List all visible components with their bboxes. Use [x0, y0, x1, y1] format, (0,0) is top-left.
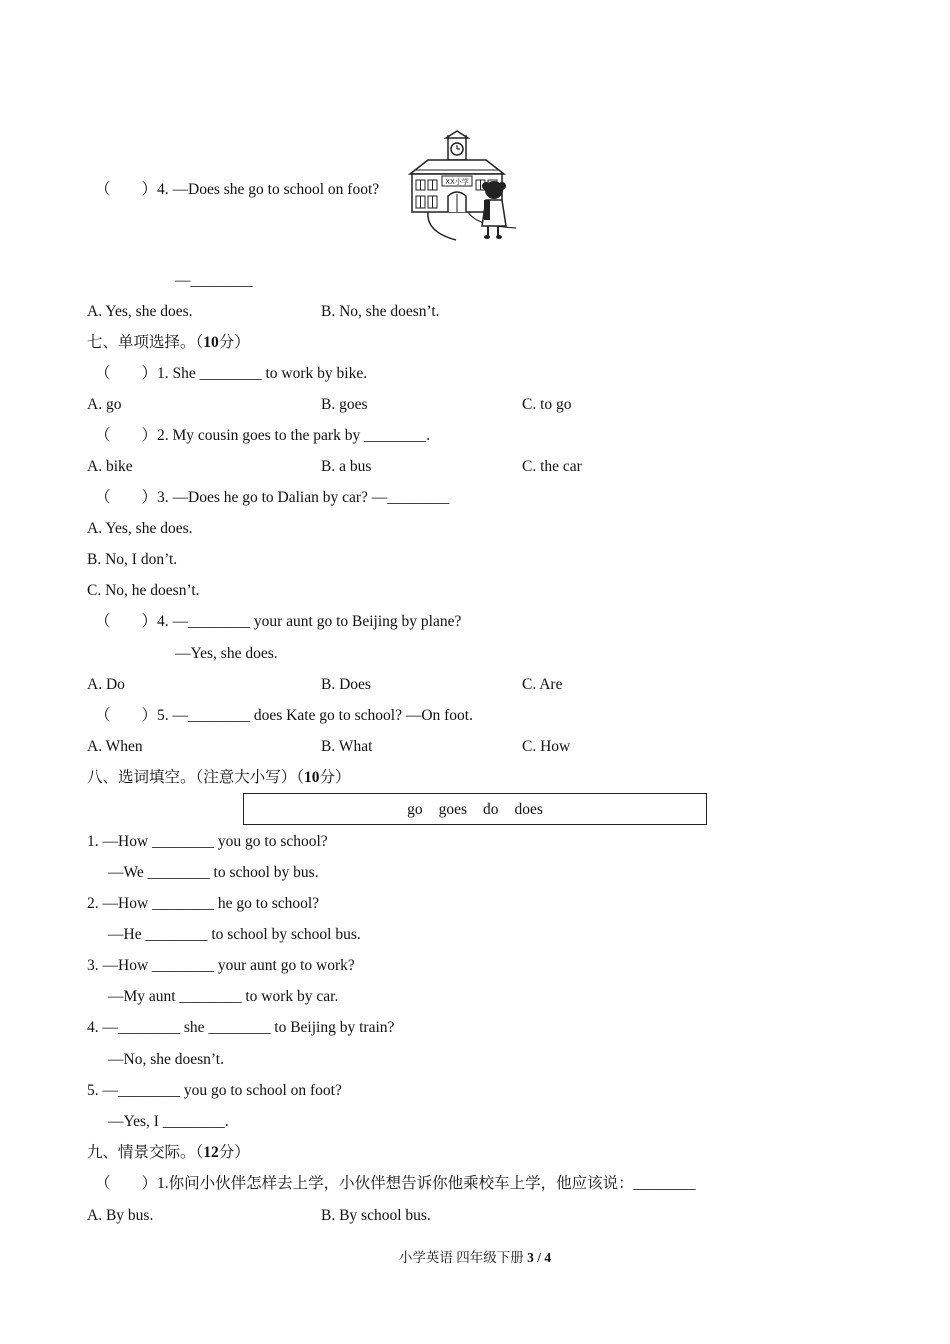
s9-q1-option-a: A. By bus.	[87, 1207, 154, 1224]
s7-q2-text: （ ）2. My cousin goes to the park by ________.	[95, 427, 430, 444]
section8-title-end: 分）	[319, 769, 351, 786]
s7-q2-option-b: B. a bus	[321, 458, 372, 475]
s8-item1-question: 1. —How ________ you go to school?	[87, 833, 328, 850]
s7-q4-option-c: C. Are	[522, 676, 563, 693]
s8-item2-question: 2. —How ________ he go to school?	[87, 895, 320, 912]
s8-item2-answer: —He ________ to school by school bus.	[108, 926, 361, 943]
s9-q1-text: （ ）1.你问小伙伴怎样去上学，小伙伴想告诉你他乘校车上学，他应该说：________	[95, 1175, 696, 1192]
s7-q5-text: （ ）5. —________ does Kate go to school? —On foot.	[95, 707, 473, 724]
school-girl-illustration	[406, 130, 518, 243]
section8-title-text: 八、选词填空。（注意大小写）（	[87, 769, 305, 786]
s8-item3-question: 3. —How ________ your aunt go to work?	[87, 957, 355, 974]
s7-q5-option-c: C. How	[522, 738, 571, 755]
section9-title-text: 九、情景交际。（	[87, 1144, 204, 1161]
q6-4-option-a: A. Yes, she does.	[87, 303, 193, 320]
s7-q4-option-a: A. Do	[87, 676, 125, 693]
s8-item5-answer: —Yes, I ________.	[108, 1113, 229, 1130]
section7-score: 10	[203, 334, 219, 351]
q6-4-prompt: （ ）4. —Does she go to school on foot?	[95, 181, 380, 198]
s9-q1-option-b: B. By school bus.	[321, 1207, 431, 1224]
s7-q3-text: （ ）3. —Does he go to Dalian by car? —________	[95, 489, 450, 506]
page-footer	[0, 1246, 950, 1266]
section7-title-end: 分）	[218, 334, 250, 351]
s8-item4-answer: —No, she doesn’t.	[108, 1051, 224, 1068]
s7-q1-option-c: C. to go	[522, 396, 572, 413]
s7-q1-text: （ ）1. She ________ to work by bike.	[95, 365, 368, 382]
section7-title-text: 七、单项选择。（	[87, 334, 204, 351]
footer-text: 小学英语 四年级下册	[398, 1250, 528, 1265]
s8-item1-answer: —We ________ to school by bus.	[108, 864, 319, 881]
s7-q1-option-a: A. go	[87, 396, 122, 413]
section7-title	[87, 333, 250, 353]
section9-score: 12	[203, 1144, 219, 1161]
section9-title	[87, 1143, 250, 1163]
page-number: 3 / 4	[527, 1250, 552, 1265]
s8-item4-question: 4. —________ she ________ to Beijing by train?	[87, 1019, 395, 1036]
section9-title-end: 分）	[218, 1144, 250, 1161]
section8-score: 10	[304, 769, 320, 786]
s7-q4-text: （ ）4. —________ your aunt go to Beijing by plane?	[95, 613, 462, 630]
school-sign-text: XX小学	[445, 178, 469, 186]
s7-q2-option-c: C. the car	[522, 458, 582, 475]
q6-4-option-b: B. No, she doesn’t.	[321, 303, 440, 320]
s8-item3-answer: —My aunt ________ to work by car.	[108, 988, 339, 1005]
s7-q2-option-a: A. bike	[87, 458, 133, 475]
s7-q3-option-c: C. No, he doesn’t.	[87, 582, 200, 599]
word-bank-word: goes	[438, 801, 467, 818]
s8-item5-question: 5. —________ you go to school on foot?	[87, 1082, 342, 1099]
s7-q1-option-b: B. goes	[321, 396, 368, 413]
s7-q5-option-b: B. What	[321, 738, 373, 755]
s7-q4-reply: —Yes, she does.	[175, 645, 278, 662]
word-bank-word: do	[483, 801, 499, 818]
word-bank-word: does	[514, 801, 543, 818]
s7-q3-option-a: A. Yes, she does.	[87, 520, 193, 537]
s7-q5-option-a: A. When	[87, 738, 143, 755]
s7-q3-option-b: B. No, I don’t.	[87, 551, 178, 568]
word-bank-word: go	[407, 801, 423, 818]
q6-4-answer-blank: —________	[175, 272, 253, 289]
word-bank-box	[243, 793, 707, 825]
section8-title	[87, 768, 351, 788]
s7-q4-option-b: B. Does	[321, 676, 371, 693]
